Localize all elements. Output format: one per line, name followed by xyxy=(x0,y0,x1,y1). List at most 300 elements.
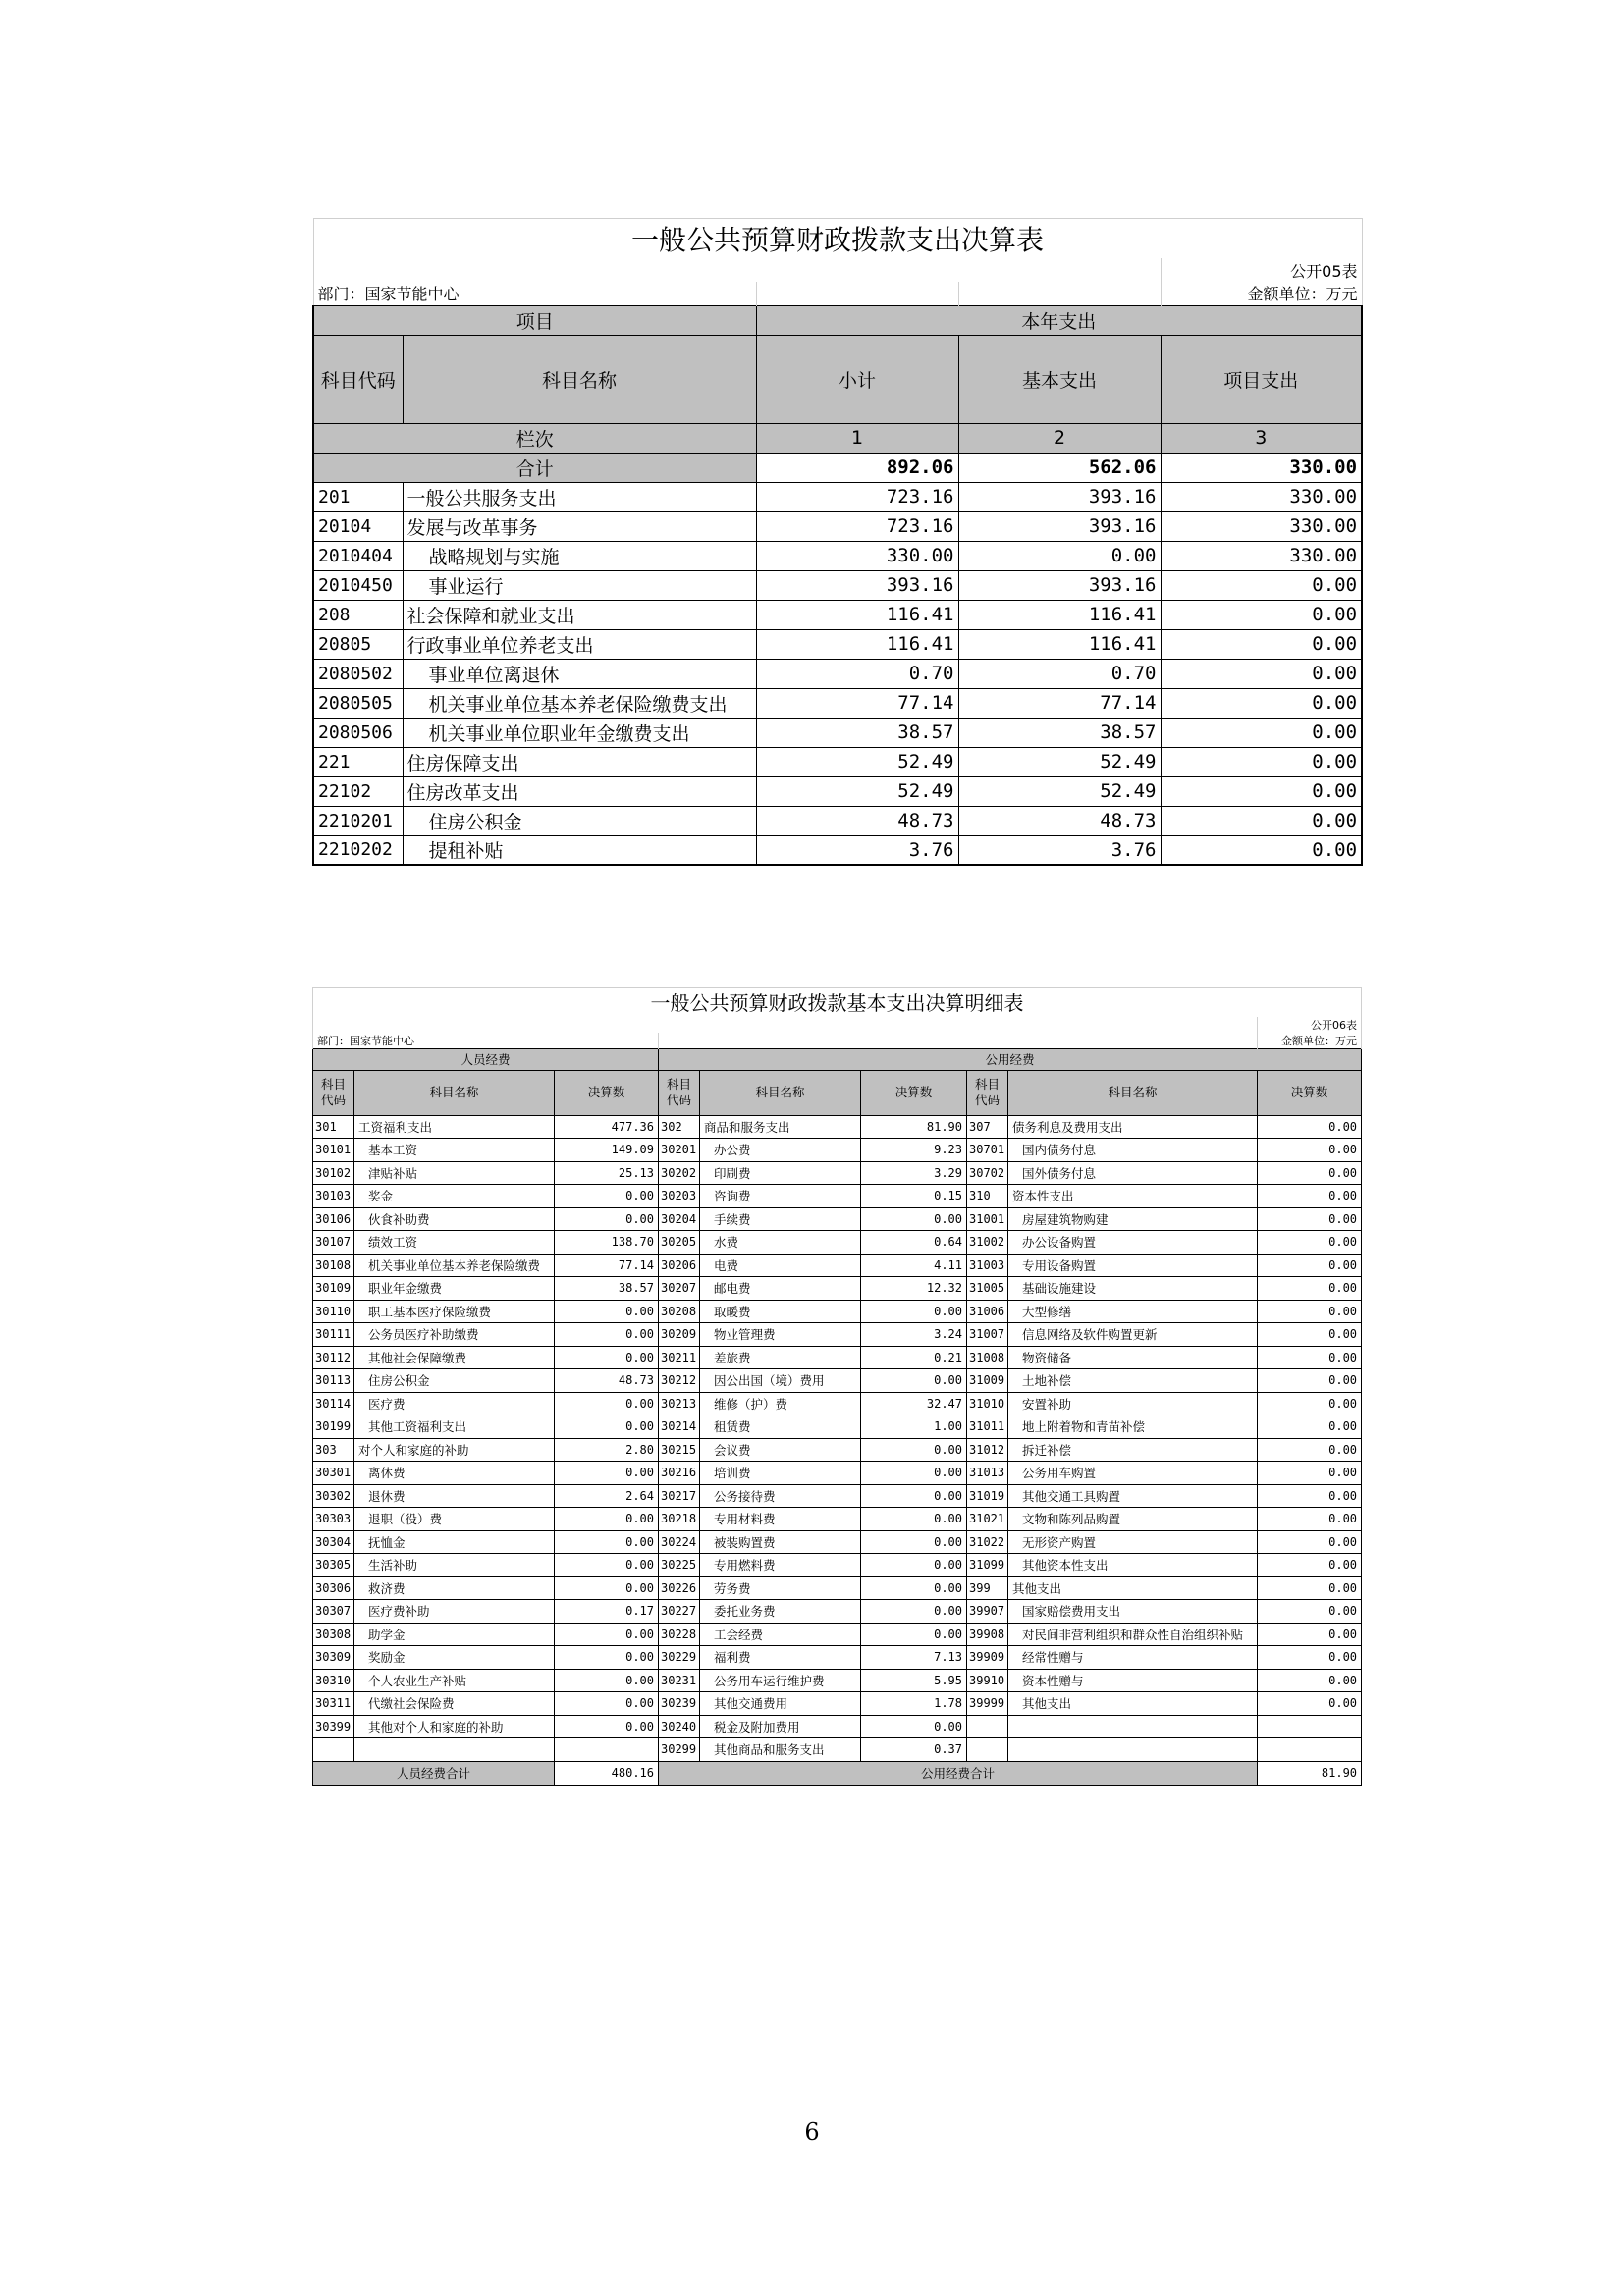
subject-name: 其他对个人和家庭的补助 xyxy=(354,1715,555,1738)
table-row xyxy=(313,659,1362,688)
subject-name: 事业运行 xyxy=(403,570,756,600)
subject-code: 31008 xyxy=(967,1346,1008,1369)
amount-value: 0.17 xyxy=(555,1600,659,1624)
amount-value: 477.36 xyxy=(555,1115,659,1139)
subject-code: 30304 xyxy=(313,1530,354,1554)
subject-code: 31002 xyxy=(967,1231,1008,1255)
subject-name: 文物和陈列品购置 xyxy=(1008,1508,1258,1531)
subject-name: 办公设备购置 xyxy=(1008,1231,1258,1255)
table-row xyxy=(313,1715,1362,1738)
subject-code: 20805 xyxy=(313,629,403,659)
amount-value: 0.00 xyxy=(555,1692,659,1716)
table-row xyxy=(313,570,1362,600)
subject-code: 30203 xyxy=(659,1185,700,1208)
subject-name: 助学金 xyxy=(354,1623,555,1646)
subtotal-value: 52.49 xyxy=(756,747,958,776)
table-row xyxy=(313,776,1362,806)
basic-value: 3.76 xyxy=(958,835,1161,865)
subject-name: 医疗费 xyxy=(354,1392,555,1415)
amount-value: 0.00 xyxy=(1258,1646,1362,1670)
subject-name: 机关事业单位基本养老保险缴费支出 xyxy=(403,688,756,718)
header-name: 科目名称 xyxy=(1008,1070,1258,1115)
subject-name: 其他交通工具购置 xyxy=(1008,1484,1258,1508)
amount-value: 0.00 xyxy=(1258,1207,1362,1231)
amount-value: 0.00 xyxy=(555,1415,659,1439)
amount-value: 0.00 xyxy=(861,1207,967,1231)
table-06 xyxy=(312,987,1361,1786)
subtotal-value: 723.16 xyxy=(756,482,958,511)
project-value: 0.00 xyxy=(1161,718,1362,747)
amount-value: 0.21 xyxy=(861,1346,967,1369)
subject-name: 机关事业单位职业年金缴费支出 xyxy=(403,718,756,747)
subject-name: 咨询费 xyxy=(700,1185,861,1208)
subject-code: 307 xyxy=(967,1115,1008,1139)
subject-code xyxy=(967,1715,1008,1738)
subject-code: 30311 xyxy=(313,1692,354,1716)
subject-name: 拆迁补偿 xyxy=(1008,1438,1258,1462)
subject-name: 职业年金缴费 xyxy=(354,1277,555,1301)
amount-value: 1.78 xyxy=(861,1692,967,1716)
amount-value: 0.15 xyxy=(861,1185,967,1208)
subject-code: 30199 xyxy=(313,1415,354,1439)
table-06-form-no: 公开06表 xyxy=(1258,1017,1362,1033)
subject-name: 委托业务费 xyxy=(700,1600,861,1624)
subject-name: 其他工资福利支出 xyxy=(354,1415,555,1439)
amount-value: 0.00 xyxy=(1258,1392,1362,1415)
subject-name: 其他商品和服务支出 xyxy=(700,1738,861,1762)
subject-name: 公务用车购置 xyxy=(1008,1462,1258,1485)
header-subtotal: 小计 xyxy=(756,335,958,423)
amount-value: 0.00 xyxy=(555,1462,659,1485)
subject-code: 30231 xyxy=(659,1669,700,1692)
amount-value: 0.00 xyxy=(555,1392,659,1415)
basic-value: 393.16 xyxy=(958,511,1161,541)
subject-code: 30303 xyxy=(313,1508,354,1531)
subject-code: 30218 xyxy=(659,1508,700,1531)
subject-name: 劳务费 xyxy=(700,1576,861,1600)
table-row xyxy=(313,1346,1362,1369)
table-row xyxy=(313,688,1362,718)
subject-code: 31009 xyxy=(967,1369,1008,1393)
header-project: 项目支出 xyxy=(1161,335,1362,423)
amount-value: 0.00 xyxy=(555,1346,659,1369)
subject-name xyxy=(354,1738,555,1762)
amount-value: 0.00 xyxy=(1258,1484,1362,1508)
amount-value: 0.00 xyxy=(1258,1600,1362,1624)
subject-code: 30215 xyxy=(659,1438,700,1462)
amount-value: 0.00 xyxy=(1258,1692,1362,1716)
subject-name: 专用设备购置 xyxy=(1008,1254,1258,1277)
subject-code: 20104 xyxy=(313,511,403,541)
subject-name: 奖励金 xyxy=(354,1646,555,1670)
amount-value: 0.00 xyxy=(555,1554,659,1577)
amount-value: 1.00 xyxy=(861,1415,967,1439)
subject-code: 30112 xyxy=(313,1346,354,1369)
amount-value: 81.90 xyxy=(861,1115,967,1139)
header-code: 科目代码 xyxy=(659,1070,700,1115)
subject-name: 被装购置费 xyxy=(700,1530,861,1554)
basic-value: 77.14 xyxy=(958,688,1161,718)
subject-name: 一般公共服务支出 xyxy=(403,482,756,511)
subject-name: 绩效工资 xyxy=(354,1231,555,1255)
subject-code: 30216 xyxy=(659,1462,700,1485)
subject-name: 物业管理费 xyxy=(700,1323,861,1347)
basic-value: 52.49 xyxy=(958,776,1161,806)
subject-name: 房屋建筑物购建 xyxy=(1008,1207,1258,1231)
subject-code: 2010450 xyxy=(313,570,403,600)
subject-code: 30399 xyxy=(313,1715,354,1738)
subject-code: 31005 xyxy=(967,1277,1008,1301)
amount-value: 25.13 xyxy=(555,1161,659,1185)
subject-name: 行政事业单位养老支出 xyxy=(403,629,756,659)
table-row xyxy=(313,1576,1362,1600)
subtotal-value: 393.16 xyxy=(756,570,958,600)
project-value: 0.00 xyxy=(1161,570,1362,600)
subject-name: 税金及附加费用 xyxy=(700,1715,861,1738)
subject-name: 物资储备 xyxy=(1008,1346,1258,1369)
subtotal-value: 723.16 xyxy=(756,511,958,541)
subject-name: 抚恤金 xyxy=(354,1530,555,1554)
amount-value: 0.00 xyxy=(555,1576,659,1600)
project-value: 0.00 xyxy=(1161,806,1362,835)
amount-value: 0.00 xyxy=(1258,1415,1362,1439)
subject-name: 专用材料费 xyxy=(700,1508,861,1531)
column-number: 1 xyxy=(756,423,958,453)
subject-code: 39907 xyxy=(967,1600,1008,1624)
subject-code: 30226 xyxy=(659,1576,700,1600)
group-public: 公用经费 xyxy=(659,1048,1362,1070)
subject-code: 30209 xyxy=(659,1323,700,1347)
amount-value xyxy=(1258,1738,1362,1762)
amount-value: 0.00 xyxy=(1258,1623,1362,1646)
public-total: 81.90 xyxy=(1258,1761,1362,1785)
subject-name: 奖金 xyxy=(354,1185,555,1208)
subject-name: 土地补偿 xyxy=(1008,1369,1258,1393)
project-value: 0.00 xyxy=(1161,688,1362,718)
subtotal-value: 116.41 xyxy=(756,600,958,629)
subject-code: 399 xyxy=(967,1576,1008,1600)
subtotal-value: 77.14 xyxy=(756,688,958,718)
subject-name: 差旅费 xyxy=(700,1346,861,1369)
subject-name: 国家赔偿费用支出 xyxy=(1008,1600,1258,1624)
subject-code: 30229 xyxy=(659,1646,700,1670)
subject-name: 机关事业单位基本养老保险缴费 xyxy=(354,1254,555,1277)
table-row xyxy=(313,1738,1362,1762)
subject-code xyxy=(967,1738,1008,1762)
subject-code: 30305 xyxy=(313,1554,354,1577)
amount-value: 0.00 xyxy=(555,1623,659,1646)
subject-name xyxy=(1008,1738,1258,1762)
personnel-total-label: 人员经费合计 xyxy=(313,1761,555,1785)
table-row xyxy=(313,1300,1362,1323)
subject-code: 2080506 xyxy=(313,718,403,747)
subject-code: 30299 xyxy=(659,1738,700,1762)
table-row xyxy=(313,629,1362,659)
amount-value: 0.00 xyxy=(1258,1185,1362,1208)
amount-value: 0.00 xyxy=(1258,1508,1362,1531)
project-value: 330.00 xyxy=(1161,511,1362,541)
subject-name: 住房公积金 xyxy=(354,1369,555,1393)
subject-code: 30102 xyxy=(313,1161,354,1185)
subject-name: 手续费 xyxy=(700,1207,861,1231)
table-row xyxy=(313,1508,1362,1531)
subject-code: 2210201 xyxy=(313,806,403,835)
amount-value: 0.00 xyxy=(861,1600,967,1624)
subject-name: 公务员医疗补助缴费 xyxy=(354,1323,555,1347)
subject-code: 30307 xyxy=(313,1600,354,1624)
amount-value: 0.00 xyxy=(1258,1530,1362,1554)
table-row xyxy=(313,1277,1362,1301)
subject-name: 其他社会保障缴费 xyxy=(354,1346,555,1369)
amount-value: 0.00 xyxy=(861,1508,967,1531)
amount-value: 0.00 xyxy=(555,1669,659,1692)
basic-value: 38.57 xyxy=(958,718,1161,747)
subject-name: 其他交通费用 xyxy=(700,1692,861,1716)
subject-code: 30224 xyxy=(659,1530,700,1554)
table-row xyxy=(313,747,1362,776)
subject-code: 31099 xyxy=(967,1554,1008,1577)
project-value: 0.00 xyxy=(1161,747,1362,776)
subject-code: 2210202 xyxy=(313,835,403,865)
subject-code: 30205 xyxy=(659,1231,700,1255)
amount-value: 0.00 xyxy=(861,1554,967,1577)
project-value: 330.00 xyxy=(1161,482,1362,511)
subject-code: 30107 xyxy=(313,1231,354,1255)
subject-name: 地上附着物和青苗补偿 xyxy=(1008,1415,1258,1439)
table-row xyxy=(313,1530,1362,1554)
subject-name: 个人农业生产补贴 xyxy=(354,1669,555,1692)
table-row xyxy=(313,1139,1362,1162)
table-row xyxy=(313,1254,1362,1277)
subject-name: 信息网络及软件购置更新 xyxy=(1008,1323,1258,1347)
subject-code: 30103 xyxy=(313,1185,354,1208)
header-code: 科目代码 xyxy=(967,1070,1008,1115)
amount-value: 0.00 xyxy=(1258,1254,1362,1277)
amount-value: 3.24 xyxy=(861,1323,967,1347)
subject-code: 302 xyxy=(659,1115,700,1139)
subject-name: 会议费 xyxy=(700,1438,861,1462)
table-row xyxy=(313,1115,1362,1139)
table-row xyxy=(313,600,1362,629)
subject-code: 22102 xyxy=(313,776,403,806)
subject-code: 31021 xyxy=(967,1508,1008,1531)
subject-code: 30240 xyxy=(659,1715,700,1738)
header-amount: 决算数 xyxy=(555,1070,659,1115)
subject-code: 39909 xyxy=(967,1646,1008,1670)
group-personnel: 人员经费 xyxy=(313,1048,659,1070)
subject-name: 取暖费 xyxy=(700,1300,861,1323)
header-item: 项目 xyxy=(313,305,756,335)
subject-code: 30111 xyxy=(313,1323,354,1347)
amount-value: 138.70 xyxy=(555,1231,659,1255)
amount-value: 9.23 xyxy=(861,1139,967,1162)
project-value: 0.00 xyxy=(1161,776,1362,806)
table-05-dept: 部门：国家节能中心 xyxy=(313,282,756,305)
header-code: 科目代码 xyxy=(313,1070,354,1115)
table-05-unit: 金额单位：万元 xyxy=(1161,282,1362,305)
subject-code: 31006 xyxy=(967,1300,1008,1323)
table-row xyxy=(313,1438,1362,1462)
subject-name: 对个人和家庭的补助 xyxy=(354,1438,555,1462)
subject-name: 发展与改革事务 xyxy=(403,511,756,541)
subject-code: 30212 xyxy=(659,1369,700,1393)
subject-code: 30110 xyxy=(313,1300,354,1323)
amount-value: 0.00 xyxy=(861,1369,967,1393)
amount-value: 0.00 xyxy=(1258,1115,1362,1139)
subject-name: 社会保障和就业支出 xyxy=(403,600,756,629)
header-code: 科目代码 xyxy=(313,335,403,423)
amount-value: 0.00 xyxy=(861,1438,967,1462)
subject-name: 其他支出 xyxy=(1008,1576,1258,1600)
subject-code: 31013 xyxy=(967,1462,1008,1485)
page-number: 6 xyxy=(804,2118,820,2146)
subject-name: 租赁费 xyxy=(700,1415,861,1439)
subject-code: 30701 xyxy=(967,1139,1008,1162)
subject-name: 住房改革支出 xyxy=(403,776,756,806)
amount-value: 0.00 xyxy=(861,1300,967,1323)
subject-name: 无形资产购置 xyxy=(1008,1530,1258,1554)
subject-name: 经常性赠与 xyxy=(1008,1646,1258,1670)
subject-name: 津贴补贴 xyxy=(354,1161,555,1185)
table-row xyxy=(313,1323,1362,1347)
amount-value: 32.47 xyxy=(861,1392,967,1415)
amount-value: 7.13 xyxy=(861,1646,967,1670)
amount-value: 0.00 xyxy=(555,1185,659,1208)
amount-value: 0.00 xyxy=(1258,1576,1362,1600)
amount-value: 0.00 xyxy=(1258,1300,1362,1323)
amount-value: 0.00 xyxy=(1258,1369,1362,1393)
subject-name: 公务用车运行维护费 xyxy=(700,1669,861,1692)
subject-name: 住房保障支出 xyxy=(403,747,756,776)
subtotal-value: 330.00 xyxy=(756,541,958,570)
column-number: 2 xyxy=(958,423,1161,453)
subtotal-value: 116.41 xyxy=(756,629,958,659)
subject-name: 电费 xyxy=(700,1254,861,1277)
subject-name: 国外债务付息 xyxy=(1008,1161,1258,1185)
subject-code: 39908 xyxy=(967,1623,1008,1646)
subtotal-value: 0.70 xyxy=(756,659,958,688)
subject-name: 资本性赠与 xyxy=(1008,1669,1258,1692)
amount-value: 0.00 xyxy=(861,1715,967,1738)
subject-name: 其他支出 xyxy=(1008,1692,1258,1716)
amount-value: 0.00 xyxy=(1258,1554,1362,1577)
subject-code: 201 xyxy=(313,482,403,511)
amount-value: 3.29 xyxy=(861,1161,967,1185)
subtotal-value: 52.49 xyxy=(756,776,958,806)
subject-name: 因公出国（境）费用 xyxy=(700,1369,861,1393)
header-amount: 决算数 xyxy=(1258,1070,1362,1115)
amount-value: 0.00 xyxy=(555,1323,659,1347)
basic-value: 116.41 xyxy=(958,629,1161,659)
amount-value: 0.00 xyxy=(1258,1277,1362,1301)
table-row xyxy=(313,541,1362,570)
table-06-title: 一般公共预算财政拨款基本支出决算明细表 xyxy=(313,988,1362,1017)
table-row xyxy=(313,1484,1362,1508)
header-name: 科目名称 xyxy=(700,1070,861,1115)
subject-code: 30301 xyxy=(313,1462,354,1485)
table-row xyxy=(313,1669,1362,1692)
amount-value: 0.00 xyxy=(1258,1462,1362,1485)
subject-name: 福利费 xyxy=(700,1646,861,1670)
subject-code: 30308 xyxy=(313,1623,354,1646)
subject-code: 30207 xyxy=(659,1277,700,1301)
header-amount: 决算数 xyxy=(861,1070,967,1115)
amount-value: 0.00 xyxy=(861,1462,967,1485)
subject-code: 30214 xyxy=(659,1415,700,1439)
subject-name: 事业单位离退休 xyxy=(403,659,756,688)
subject-code: 208 xyxy=(313,600,403,629)
personnel-total: 480.16 xyxy=(555,1761,659,1785)
subject-name: 安置补助 xyxy=(1008,1392,1258,1415)
subject-code: 30101 xyxy=(313,1139,354,1162)
subject-name: 对民间非营利组织和群众性自治组织补贴 xyxy=(1008,1623,1258,1646)
amount-value: 0.00 xyxy=(861,1576,967,1600)
amount-value: 48.73 xyxy=(555,1369,659,1393)
subject-code: 30239 xyxy=(659,1692,700,1716)
header-basic: 基本支出 xyxy=(958,335,1161,423)
amount-value xyxy=(555,1738,659,1762)
subject-name: 培训费 xyxy=(700,1462,861,1485)
subject-name: 商品和服务支出 xyxy=(700,1115,861,1139)
table-row xyxy=(313,806,1362,835)
subject-code: 2080505 xyxy=(313,688,403,718)
subject-name: 维修（护）费 xyxy=(700,1392,861,1415)
table-row xyxy=(313,1392,1362,1415)
amount-value: 2.64 xyxy=(555,1484,659,1508)
amount-value: 0.00 xyxy=(1258,1438,1362,1462)
basic-value: 393.16 xyxy=(958,570,1161,600)
amount-value: 0.00 xyxy=(1258,1323,1362,1347)
table-row xyxy=(313,1623,1362,1646)
table-row xyxy=(313,1462,1362,1485)
amount-value: 77.14 xyxy=(555,1254,659,1277)
table-row xyxy=(313,1369,1362,1393)
subject-name: 水费 xyxy=(700,1231,861,1255)
table-row xyxy=(313,511,1362,541)
subject-name: 大型修缮 xyxy=(1008,1300,1258,1323)
subject-name xyxy=(1008,1715,1258,1738)
subject-code: 30208 xyxy=(659,1300,700,1323)
subject-name: 住房公积金 xyxy=(403,806,756,835)
subject-code: 303 xyxy=(313,1438,354,1462)
amount-value: 0.37 xyxy=(861,1738,967,1762)
subject-code: 30213 xyxy=(659,1392,700,1415)
subject-code: 30309 xyxy=(313,1646,354,1670)
amount-value: 149.09 xyxy=(555,1139,659,1162)
subject-code: 31022 xyxy=(967,1530,1008,1554)
subject-code: 30310 xyxy=(313,1669,354,1692)
amount-value: 0.00 xyxy=(1258,1669,1362,1692)
amount-value: 0.00 xyxy=(1258,1231,1362,1255)
subject-name: 印刷费 xyxy=(700,1161,861,1185)
amount-value: 2.80 xyxy=(555,1438,659,1462)
basic-value: 0.00 xyxy=(958,541,1161,570)
amount-value: 0.00 xyxy=(1258,1139,1362,1162)
subject-code: 30211 xyxy=(659,1346,700,1369)
subject-code: 39999 xyxy=(967,1692,1008,1716)
subject-code: 30306 xyxy=(313,1576,354,1600)
amount-value: 38.57 xyxy=(555,1277,659,1301)
subject-name: 债务利息及费用支出 xyxy=(1008,1115,1258,1139)
header-current-year: 本年支出 xyxy=(756,305,1362,335)
public-total-label: 公用经费合计 xyxy=(659,1761,1258,1785)
subject-name: 资本性支出 xyxy=(1008,1185,1258,1208)
subject-name: 其他资本性支出 xyxy=(1008,1554,1258,1577)
table-row xyxy=(313,718,1362,747)
subject-code: 30202 xyxy=(659,1161,700,1185)
subject-name: 战略规划与实施 xyxy=(403,541,756,570)
subject-name: 退职（役）费 xyxy=(354,1508,555,1531)
